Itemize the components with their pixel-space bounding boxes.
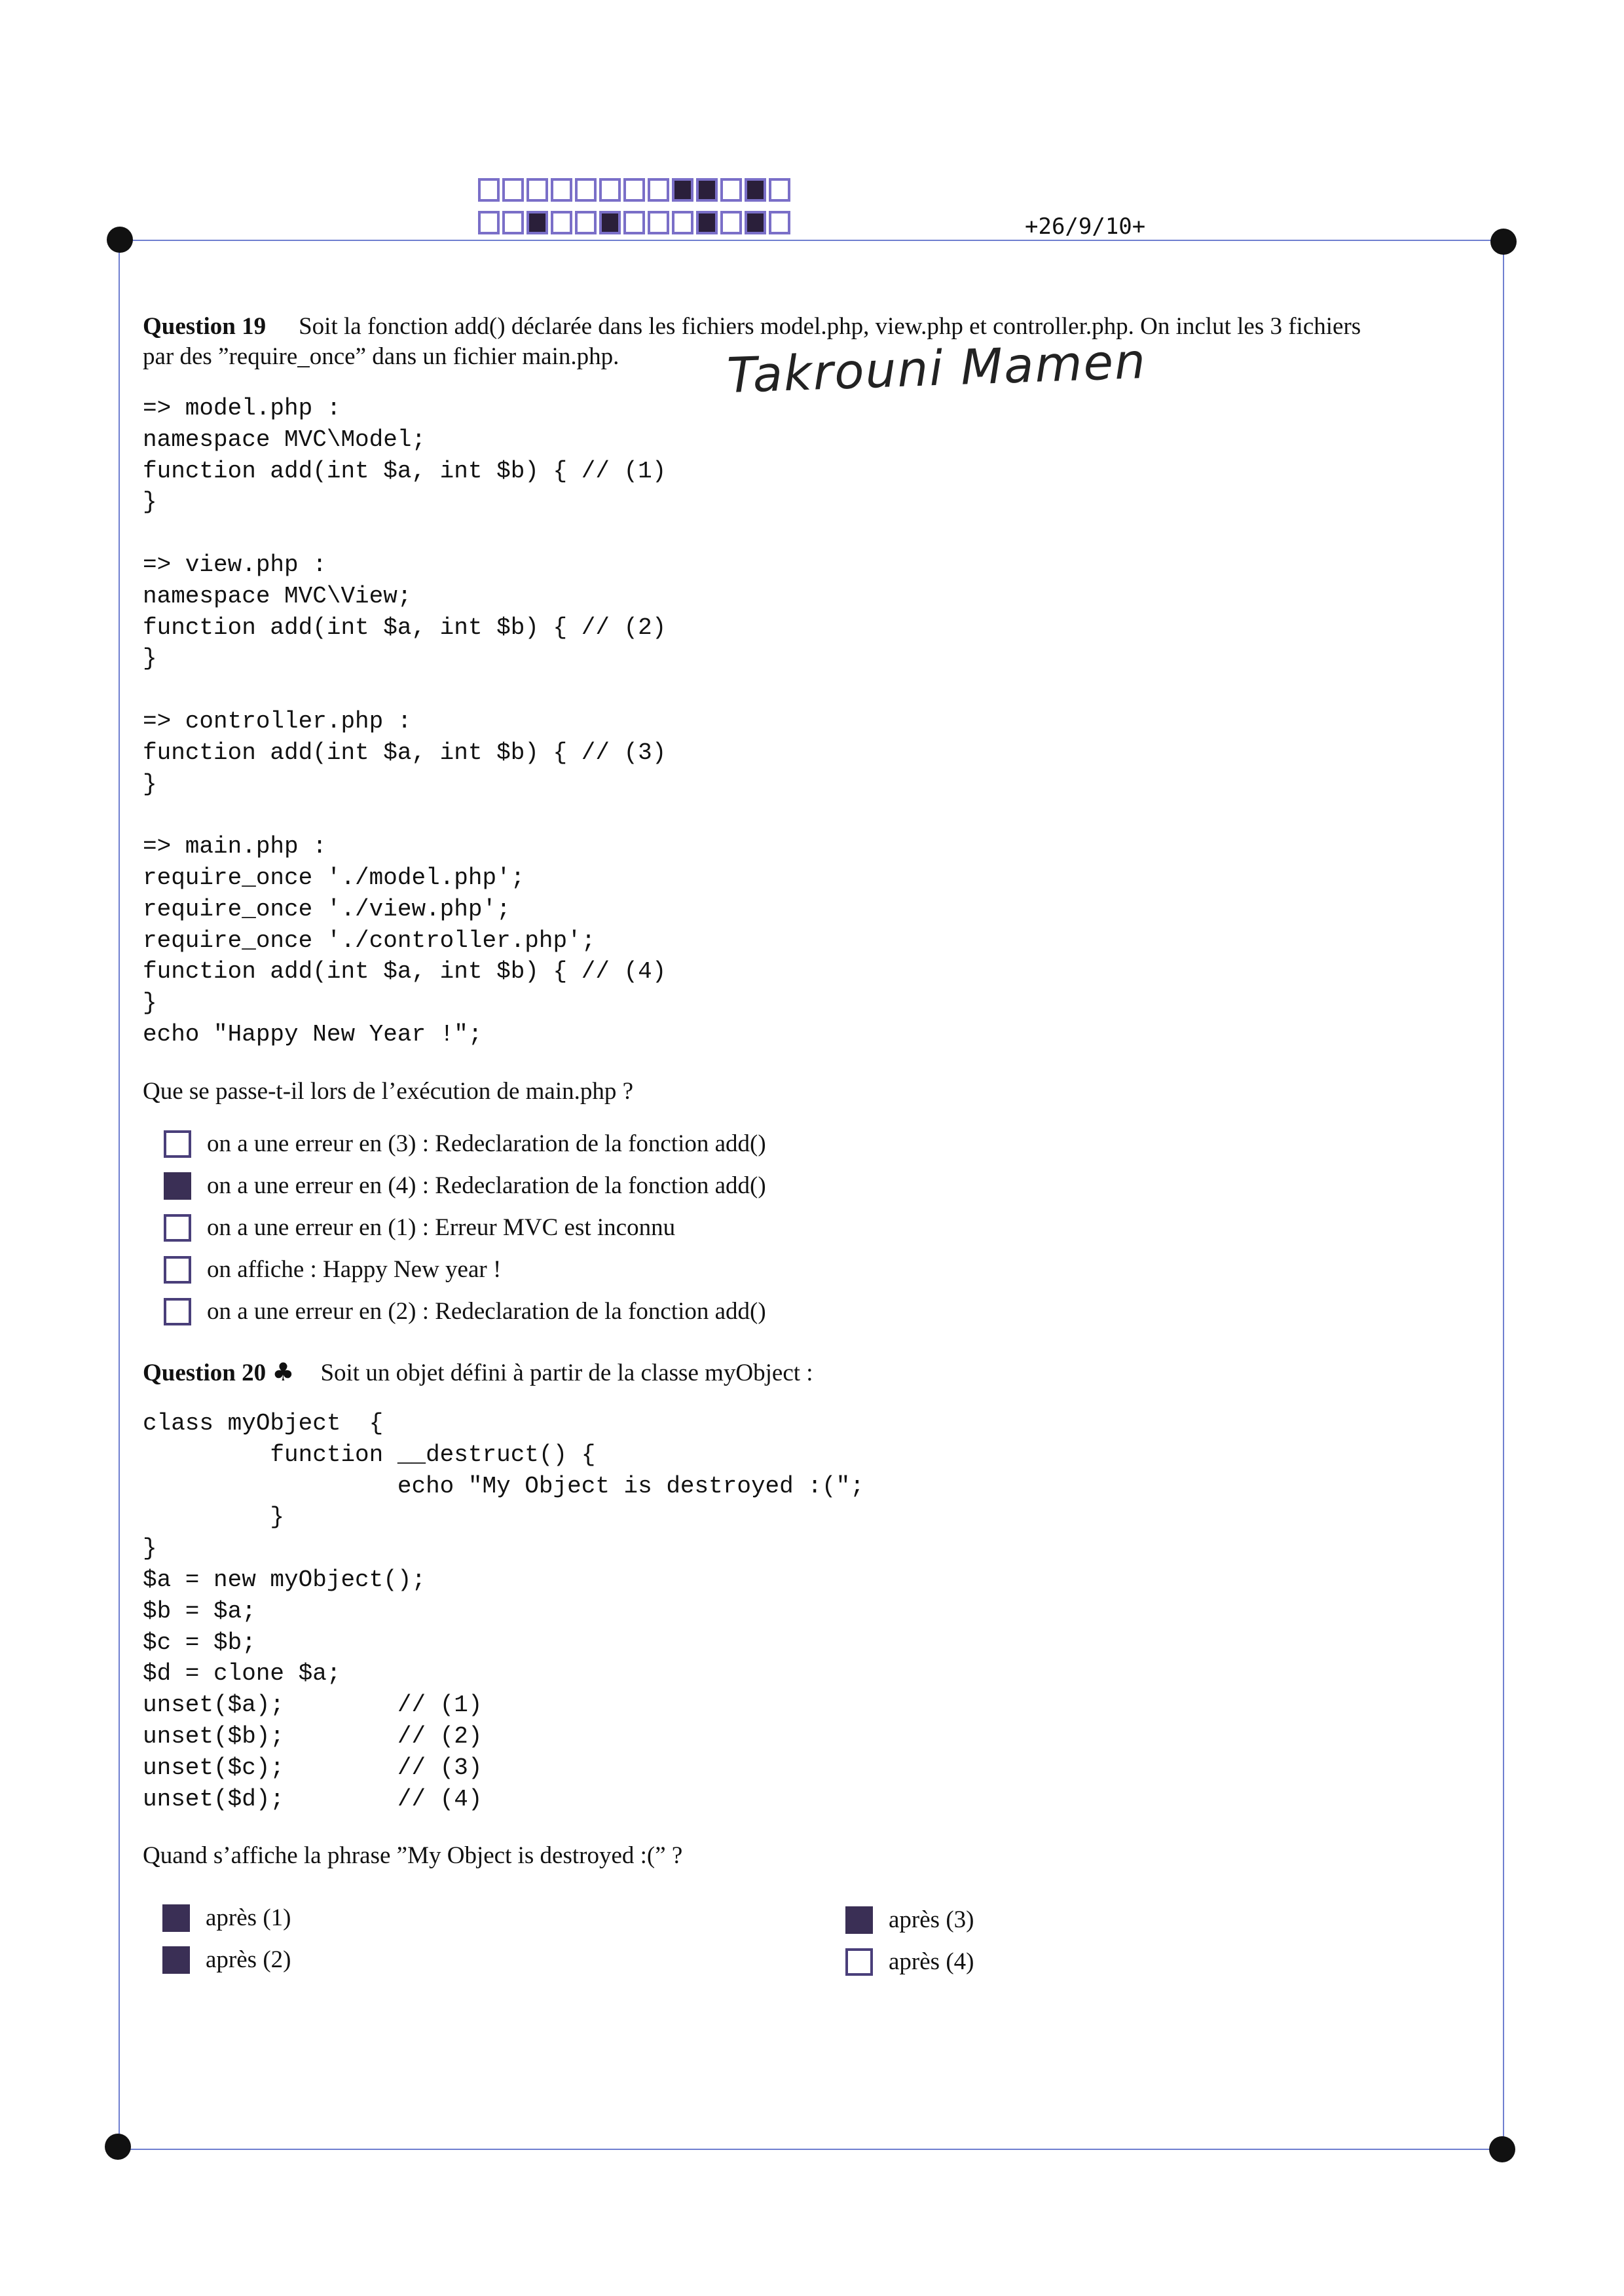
q20-label-group <box>143 1360 294 1386</box>
frame-left-line <box>119 240 120 2150</box>
q20-choice-3-label: après (3) <box>889 1906 974 1933</box>
q19-code-block: => model.php : namespace MVC\Model; function add(int $a, int $b) { // (1) } => view.php : namespace MVC\View; function add(int $a, int $b) { // (2) } => controller.php : function add(int $a, int $b) { // (3) } => main.php : require_once './model.php'; require_once './view.php'; require_once './controller.php'; function add(int $a, int $b) { // (4) } echo "Happy New Year !"; <box>143 395 667 1048</box>
q20-prompt-line <box>143 1358 813 1388</box>
q20-code-block: class myObject { function __destruct() { echo "My Object is destroyed :("; } } $a = new myObject(); $b = $a; $c = $b; $d = clone $a; unset($a); // (1) unset($b); // (2) unset($c); // (3) unset($d); // (4) <box>143 1410 864 1813</box>
page-id: +26/9/10+ <box>1025 213 1146 240</box>
q19-prompt: Soit la fonction add() déclarée dans les fichiers model.php, view.php et controller.php. On inclut les 3 fichiers <box>299 313 1361 340</box>
q20-choice-1-label: après (1) <box>206 1904 291 1931</box>
q19-choice-3[interactable] <box>164 1213 675 1242</box>
q20-checkbox-3[interactable] <box>845 1906 873 1934</box>
handwritten-signature: Takrouni Mamen <box>726 333 1148 405</box>
q19-choice-2-label: on a une erreur en (4) : Redeclaration de la fonction add() <box>207 1172 766 1199</box>
q19-choice-1-label: on a une erreur en (3) : Redeclaration de la fonction add() <box>207 1130 766 1157</box>
q19-choice-5-label: on a une erreur en (2) : Redeclaration de la fonction add() <box>207 1298 766 1325</box>
q20-choice-2[interactable] <box>162 1946 291 1974</box>
q20-choice-2-label: après (2) <box>206 1946 291 1973</box>
q20-checkbox-1[interactable] <box>162 1904 190 1932</box>
q19-choice-4[interactable] <box>164 1255 501 1284</box>
q19-question: Que se passe-t-il lors de l’exécution de main.php ? <box>143 1078 634 1105</box>
q20-question: Quand s’affiche la phrase ”My Object is destroyed :(” ? <box>143 1842 683 1869</box>
q19-label: Question 19 <box>143 313 267 340</box>
q20-choice-4-label: après (4) <box>889 1948 974 1975</box>
frame-right-line <box>1503 240 1504 2150</box>
q19-prompt-line2: par des ”require_once” dans un fichier main.php. <box>143 343 619 370</box>
frame-bottom-line <box>120 2149 1504 2150</box>
q19-choice-4-label: on affiche : Happy New year ! <box>207 1256 502 1283</box>
q19-choice-2[interactable] <box>164 1172 766 1200</box>
corner-marker-bottom-right <box>1489 2136 1515 2162</box>
q19-choice-1[interactable] <box>164 1130 766 1158</box>
q20-choice-1[interactable] <box>162 1904 291 1932</box>
corner-marker-top-right <box>1490 229 1517 255</box>
q20-checkbox-2[interactable] <box>162 1946 190 1974</box>
frame-top-line <box>120 240 1504 241</box>
q19-checkbox-2[interactable] <box>164 1172 191 1200</box>
q20-label: Question 20 <box>143 1360 267 1386</box>
q20-checkbox-4[interactable] <box>845 1948 873 1976</box>
q20-prompt: Soit un objet défini à partir de la classe myObject : <box>320 1360 813 1386</box>
q20-choice-4[interactable] <box>845 1948 974 1976</box>
q20-choice-3[interactable] <box>845 1906 974 1934</box>
q19-checkbox-5[interactable] <box>164 1298 191 1325</box>
corner-marker-top-left <box>107 227 133 253</box>
q19-prompt-line1 <box>143 312 1361 341</box>
q19-checkbox-3[interactable] <box>164 1214 191 1242</box>
club-icon: ♣ <box>272 1358 295 1386</box>
corner-marker-bottom-left <box>105 2134 131 2160</box>
q19-choice-3-label: on a une erreur en (1) : Erreur MVC est inconnu <box>207 1214 676 1241</box>
id-code-grid-1 <box>478 178 793 202</box>
q19-checkbox-4[interactable] <box>164 1256 191 1284</box>
q19-choice-5[interactable] <box>164 1297 766 1325</box>
id-code-grid-2 <box>478 211 793 234</box>
q19-checkbox-1[interactable] <box>164 1130 191 1158</box>
